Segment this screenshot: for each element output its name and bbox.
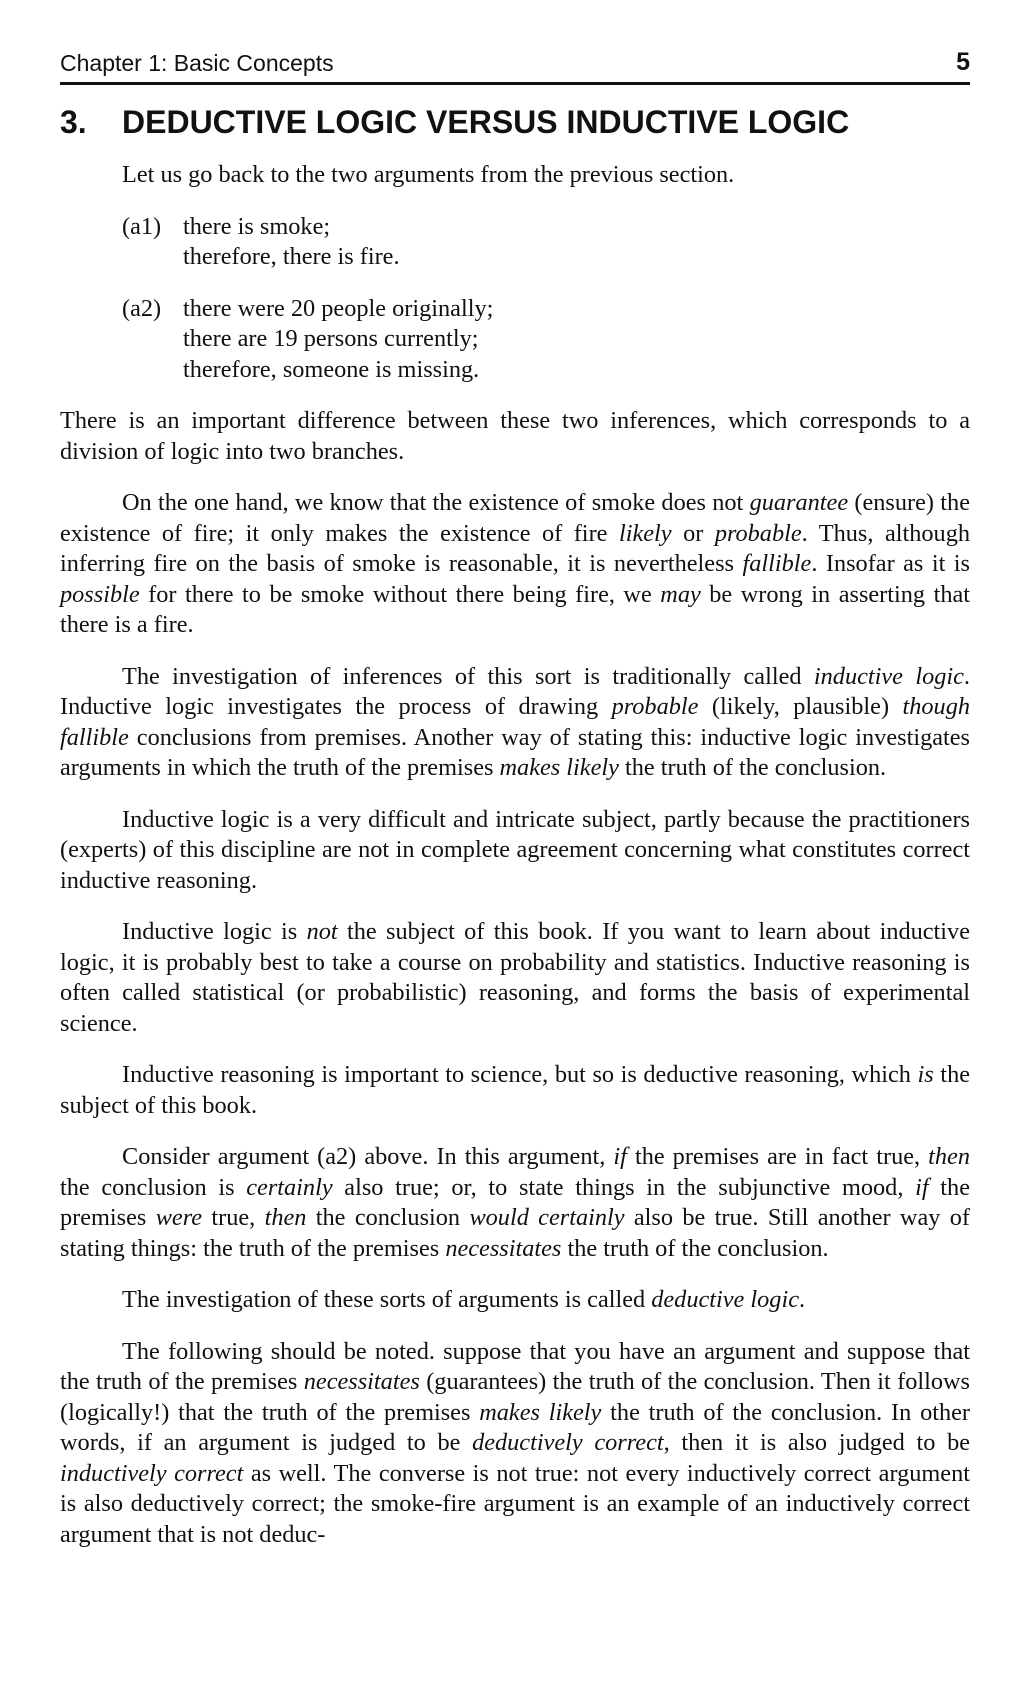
- paragraph-1: There is an important difference between these two inferences, which corresponds to a division of logic into two branches.: [60, 407, 970, 465]
- paragraph-7: Consider argument (a2) above. In this argument, if the premises are in fact true, then the conclusion is certainly also true; or, to state things in the subjunctive mood, if the premises were true, then the conclusion would certainly also be true. Still another way of stating things: the truth of the premises necessitates the truth of the conclusion.: [60, 1143, 970, 1262]
- section-number: 3.: [60, 104, 87, 140]
- paragraph-6: Inductive reasoning is important to science, but so is deductive reasoning, which is the subject of this book.: [60, 1061, 970, 1119]
- paragraph-9: The following should be noted. suppose that you have an argument and suppose that the truth of the premises necessitates (guarantees) the truth of the conclusion. Then it follows (logically!) that the truth of the premises makes likely the truth of the conclusion. In other words, if an argument is judged to be deductively correct, then it is also judged to be inductively correct as well. The converse is not true: not every inductively correct argument is also deductively correct; the smoke-fire argument is an example of an inductively correct argument that is not deduc-: [60, 1337, 970, 1548]
- section-title: DEDUCTIVE LOGIC VERSUS INDUCTIVE LOGIC: [122, 104, 850, 140]
- argument-a2: [122, 294, 970, 386]
- argument-line: therefore, there is fire.: [183, 243, 400, 270]
- running-title: Chapter 1: Basic Concepts: [60, 50, 334, 76]
- argument-line: there are 19 persons currently;: [183, 325, 479, 352]
- argument-line: there were 20 people originally;: [183, 294, 494, 322]
- paragraph-2: On the one hand, we know that the existence of smoke does not guarantee (ensure) the existence of fire; it only makes the existence of fire likely or probable. Thus, although inferring fire on the basis of smoke is reasonable, it is nevertheless fallible. Insofar as it is possible for there to be smoke without there being fire, we may be wrong in asserting that there is a fire.: [60, 489, 971, 638]
- argument-line: therefore, someone is missing.: [183, 355, 480, 383]
- running-header: [60, 48, 970, 85]
- paragraph-4: Inductive logic is a very difficult and intricate subject, partly because the practitioners (experts) of this discipline are not in complete agreement concerning what constitutes correct inductive reasoning.: [60, 805, 970, 894]
- paragraph-5: Inductive logic is not the subject of this book. If you want to learn about inductive logic, it is probably best to take a course on probability and statistics. Inductive reasoning is often called statistical (or probabilistic) reasoning, and forms the basis of experimental science.: [60, 918, 970, 1037]
- body-text: [60, 160, 970, 1571]
- argument-label: (a1): [122, 212, 162, 240]
- intro-paragraph: Let us go back to the two arguments from the previous section.: [122, 161, 735, 188]
- argument-line: there is smoke;: [183, 212, 331, 240]
- argument-a1: [122, 212, 970, 273]
- paragraph-8: The investigation of these sorts of arguments is called deductive logic.: [122, 1286, 806, 1313]
- page-number: 5: [956, 48, 970, 76]
- paragraph-3: The investigation of inferences of this sort is traditionally called inductive logic. Inductive logic investigates the process of drawing probable (likely, plausible) though fallible conclusions from premises. Another way of stating this: inductive logic investigates arguments in which the truth of the premises makes likely the truth of the conclusion.: [60, 662, 970, 781]
- argument-label: (a2): [122, 294, 162, 322]
